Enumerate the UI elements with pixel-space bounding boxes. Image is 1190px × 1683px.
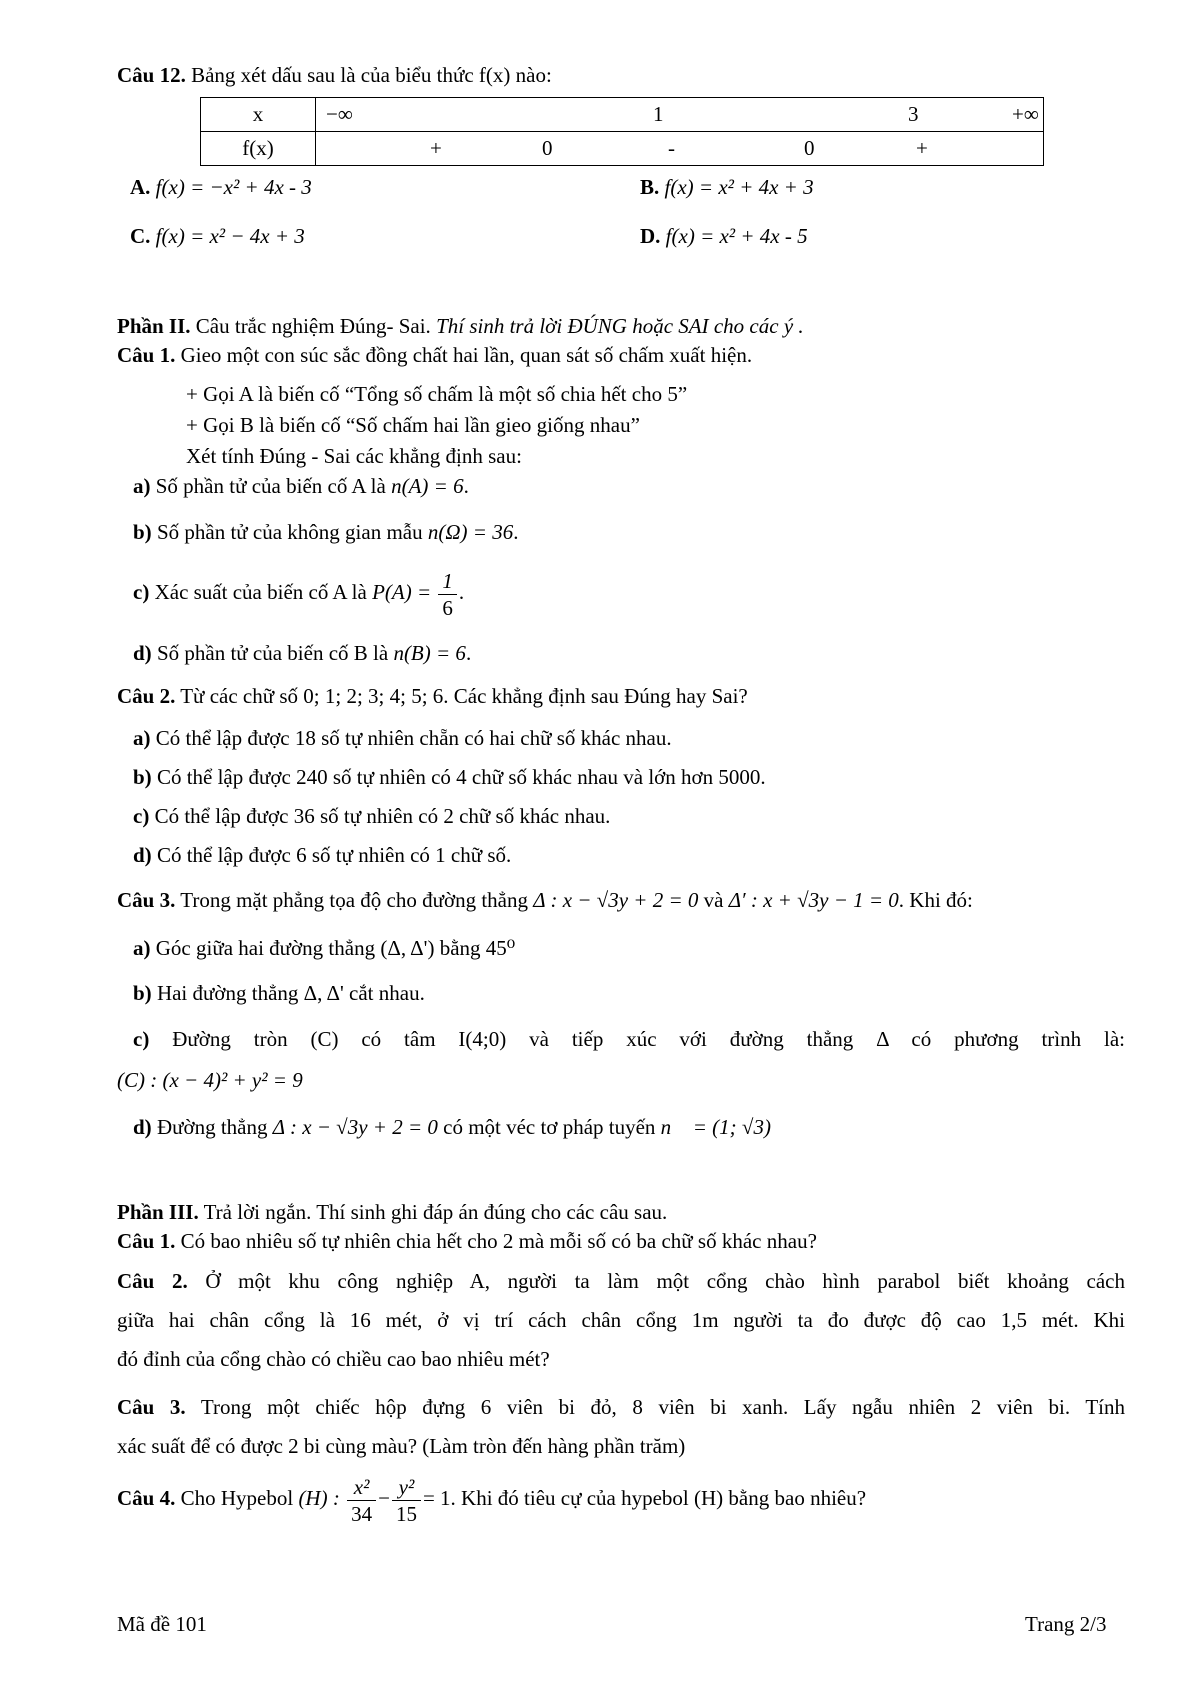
p2q2-text: Từ các chữ số 0; 1; 2; 3; 4; 5; 6. Các khẳng định sau Đúng hay Sai? <box>180 684 748 708</box>
item-text: Xác suất của biến cố A là <box>154 580 367 604</box>
sign-value: - <box>668 136 675 160</box>
p2q1-line: + Gọi A là biến cố “Tổng số chấm là một số chia hết cho 5” <box>186 382 688 406</box>
x-value: 1 <box>653 102 664 126</box>
item-text: Đường tròn (C) có tâm I(4;0) và tiếp xúc với đường thẳng Δ có phương trình là: <box>172 1027 1125 1051</box>
p2q3-title: Câu 3. <box>117 888 176 912</box>
item-label: d) <box>133 843 152 867</box>
item-text: Số phần tử của không gian mẫu <box>156 520 423 544</box>
hyperbola-name: (H) : <box>298 1486 340 1510</box>
conjunction: và <box>703 888 724 912</box>
p2q3-end: . Khi đó: <box>898 888 973 912</box>
footer-page-number: Trang 2/3 <box>1025 1612 1107 1636</box>
sign-table-x-values <box>316 98 1044 132</box>
sign-table <box>200 97 1044 166</box>
option-text: f(x) = x² + 4x + 3 <box>664 175 814 199</box>
p3q4-end: . Khi đó tiêu cự của hypebol (H) bằng bao nhiêu? <box>450 1486 867 1510</box>
item-end: . <box>463 474 469 498</box>
minus-sign: − <box>378 1486 390 1510</box>
item-label: d) <box>133 1115 152 1139</box>
item-text: Có thể lập được 36 số tự nhiên có 2 chữ số khác nhau. <box>154 804 611 828</box>
p2q1-item-a <box>133 473 469 499</box>
item-math: (Δ, Δ') bằng 45⁰ <box>380 936 516 960</box>
part3-title: Phần III. <box>117 1200 199 1224</box>
option-label: B. <box>640 175 660 199</box>
p3q2-line2: giữa hai chân cổng là 16 mét, ở vị trí cách chân cổng 1m người ta đo được độ cao 1,5 mét. Khi <box>117 1308 1125 1332</box>
item-math: P(A) = <box>372 580 432 604</box>
p2q2-heading <box>117 683 748 709</box>
item-math: n(Ω) = 36 <box>427 520 514 544</box>
item-text: có một véc tơ pháp tuyến <box>443 1115 656 1139</box>
p3q4-title: Câu 4. <box>117 1486 176 1510</box>
p3q3-text: Trong một chiếc hộp đựng 6 viên bi đỏ, 8 viên bi xanh. Lấy ngẫu nhiên 2 viên bi. Tính <box>200 1395 1125 1419</box>
q12-title: Câu 12. <box>117 63 186 87</box>
option-label: D. <box>640 224 661 248</box>
p2q3-item-a <box>133 935 515 961</box>
item-end: . <box>513 520 519 544</box>
fraction <box>347 1474 376 1527</box>
item-text: Góc giữa hai đường thẳng <box>155 936 376 960</box>
x-value: +∞ <box>1012 102 1039 126</box>
part2-heading <box>117 313 804 339</box>
option-text: f(x) = −x² + 4x - 3 <box>155 175 312 199</box>
p3q4-text: Cho Hypebol <box>180 1486 294 1510</box>
option-label: C. <box>130 224 151 248</box>
circle-equation: (C) : (x − 4)² + y² = 9 <box>117 1068 303 1092</box>
sign-value: + <box>430 136 442 160</box>
item-label: b) <box>133 981 152 1005</box>
q12-text: Bảng xét dấu sau là của biểu thức f(x) nào: <box>191 63 552 87</box>
p2q2-item-b <box>133 764 766 790</box>
line-delta-prime-equation: Δ′ : x + √3y − 1 = 0 <box>728 888 899 912</box>
fraction-denominator: 34 <box>351 1501 373 1526</box>
fraction-numerator: y² <box>392 1474 421 1501</box>
p3q2-title: Câu 2. <box>117 1269 188 1293</box>
item-end: . <box>458 580 465 604</box>
q12-option-a <box>130 174 312 200</box>
item-math: n(B) = 6 <box>393 641 466 665</box>
item-label: a) <box>133 474 151 498</box>
sign-table-row-x <box>201 98 1044 132</box>
sign-table-row-f <box>201 132 1044 166</box>
p2q1-line: + Gọi B là biến cố “Số chấm hai lần gieo giống nhau” <box>186 413 640 437</box>
footer-exam-code: Mã đề 101 <box>117 1612 207 1636</box>
equals-one: = 1 <box>422 1486 451 1510</box>
item-math: Δ, Δ' cắt nhau. <box>303 981 425 1005</box>
sign-table-f-values <box>316 132 1044 166</box>
item-text: Đường thẳng <box>156 1115 268 1139</box>
x-value: 3 <box>908 102 919 126</box>
x-value: −∞ <box>326 102 353 126</box>
item-label: c) <box>133 1027 150 1051</box>
fraction-denominator: 15 <box>395 1501 417 1526</box>
p3q1-title: Câu 1. <box>117 1229 176 1253</box>
p2q3-text: Trong mặt phẳng tọa độ cho đường thẳng <box>180 888 528 912</box>
item-text: Có thể lập được 240 số tự nhiên có 4 chữ số khác nhau và lớn hơn 5000. <box>156 765 766 789</box>
item-label: b) <box>133 520 152 544</box>
part3-text: Trả lời ngắn. Thí sinh ghi đáp án đúng cho các câu sau. <box>203 1200 668 1224</box>
q12-option-d <box>640 223 808 249</box>
option-label: A. <box>130 175 151 199</box>
p2q1-heading <box>117 342 752 368</box>
line-delta-equation: Δ : x − √3y + 2 = 0 <box>533 888 699 912</box>
sign-table-x-label: x <box>201 98 316 132</box>
p2q1-line: Xét tính Đúng - Sai các khẳng định sau: <box>186 444 522 468</box>
p2q1-item-d <box>133 640 471 666</box>
item-text: Số phần tử của biến cố A là <box>155 474 386 498</box>
q12-option-b <box>640 174 814 200</box>
p2q1-text: Gieo một con súc sắc đồng chất hai lần, quan sát số chấm xuất hiện. <box>180 343 753 367</box>
item-end: . <box>465 641 472 665</box>
p2q3-item-c <box>133 1026 1125 1052</box>
fraction-numerator: x² <box>347 1474 376 1501</box>
item-text: Có thể lập được 18 số tự nhiên chẵn có hai chữ số khác nhau. <box>155 726 672 750</box>
part2-title: Phần II. <box>117 314 191 338</box>
p2q3-item-c-equation <box>117 1067 303 1093</box>
p2q2-item-c <box>133 803 610 829</box>
part3-heading <box>117 1199 667 1225</box>
item-label: c) <box>133 804 150 828</box>
q12-heading <box>117 62 552 88</box>
item-math: Δ : x − √3y + 2 = 0 <box>272 1115 438 1139</box>
p3q3-line1 <box>117 1394 1125 1420</box>
p2q1-item-b <box>133 519 518 545</box>
item-math: n(A) = 6 <box>391 474 464 498</box>
p2q3-heading <box>117 887 973 913</box>
p3q3-title: Câu 3. <box>117 1395 186 1419</box>
sign-value: + <box>916 136 928 160</box>
p2q2-item-a <box>133 725 672 751</box>
p3q3-line2: xác suất để có được 2 bi cùng màu? (Làm tròn đến hàng phần trăm) <box>117 1434 686 1458</box>
item-label: a) <box>133 726 151 750</box>
p2q3-item-b <box>133 980 425 1006</box>
sign-value: 0 <box>542 136 553 160</box>
fraction <box>438 568 457 621</box>
sign-value: 0 <box>804 136 815 160</box>
p2q1-title: Câu 1. <box>117 343 176 367</box>
p3q1-text: Có bao nhiêu số tự nhiên chia hết cho 2 mà mỗi số có ba chữ số khác nhau? <box>180 1229 817 1253</box>
p2q1-item-c <box>133 565 464 621</box>
item-label: a) <box>133 936 151 960</box>
q12-option-c <box>130 223 305 249</box>
p3q2-line3: đó đỉnh của cổng chào có chiều cao bao nhiêu mét? <box>117 1347 550 1371</box>
fraction-numerator: 1 <box>438 568 457 595</box>
p3q2-line1 <box>117 1268 1125 1294</box>
item-label: c) <box>133 580 150 604</box>
fraction-denominator: 6 <box>442 595 453 620</box>
p3q4 <box>117 1470 866 1527</box>
part2-instruction: Thí sinh trả lời ĐÚNG hoặc SAI cho các ý . <box>436 314 804 338</box>
item-text: Có thể lập được 6 số tự nhiên có 1 chữ số. <box>156 843 512 867</box>
item-text: Hai đường thẳng <box>156 981 299 1005</box>
p3q2-text: Ở một khu công nghiệp A, người ta làm một cổng chào hình parabol biết khoảng cách <box>205 1269 1125 1293</box>
sign-table-f-label: f(x) <box>201 132 316 166</box>
part2-text: Câu trắc nghiệm Đúng- Sai. <box>195 314 431 338</box>
option-text: f(x) = x² − 4x + 3 <box>155 224 305 248</box>
p2q3-item-d <box>133 1114 771 1140</box>
p2q2-title: Câu 2. <box>117 684 176 708</box>
item-text: Số phần tử của biến cố B là <box>156 641 389 665</box>
normal-vector: n⃗ = (1; √3) <box>660 1115 771 1139</box>
fraction <box>392 1474 421 1527</box>
item-label: b) <box>133 765 152 789</box>
option-text: f(x) = x² + 4x - 5 <box>665 224 808 248</box>
p2q2-item-d <box>133 842 511 868</box>
item-label: d) <box>133 641 152 665</box>
p3q1 <box>117 1228 817 1254</box>
